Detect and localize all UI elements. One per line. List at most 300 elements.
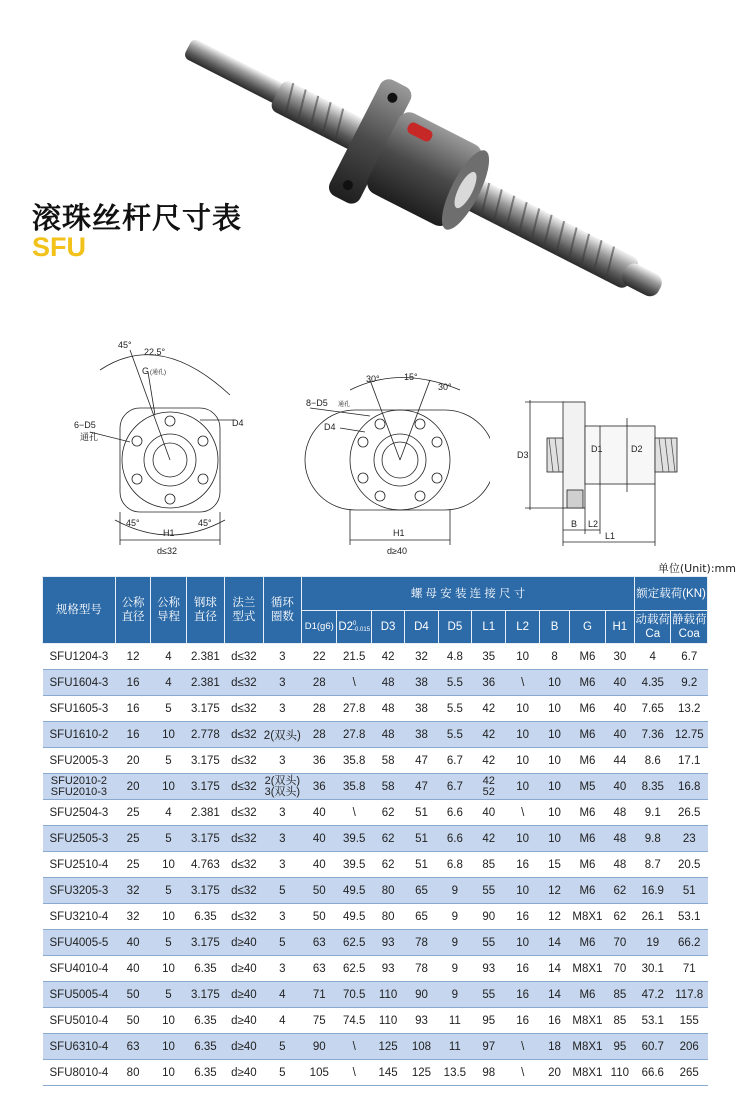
- table-cell: 125: [371, 1034, 404, 1060]
- table-cell: 5: [263, 1060, 301, 1086]
- table-cell: 42: [472, 748, 506, 774]
- table-row: [43, 696, 708, 722]
- table-cell: 10: [151, 956, 186, 982]
- table-cell: 145: [371, 1060, 404, 1086]
- table-cell: 3: [263, 644, 301, 670]
- table-cell: 13.2: [671, 696, 708, 722]
- table-cell: 65: [405, 878, 438, 904]
- table-cell: 47: [405, 748, 438, 774]
- table-row: [43, 1034, 708, 1060]
- table-cell: 5: [151, 696, 186, 722]
- d1-g-label: G: [142, 366, 150, 376]
- table-cell: 6.35: [186, 904, 224, 930]
- table-cell: 8.6: [635, 748, 671, 774]
- table-cell: M6: [570, 930, 605, 956]
- flange-diagram-small: [70, 320, 250, 560]
- table-cell: SFU3205-3: [43, 878, 116, 904]
- table-cell: 44: [605, 748, 634, 774]
- table-cell: 21.5: [337, 644, 371, 670]
- table-cell: 2.778: [186, 722, 224, 748]
- table-cell: 20: [539, 1060, 569, 1086]
- table-cell: SFU2005-3: [43, 748, 116, 774]
- table-cell: 16: [115, 670, 150, 696]
- d2-h1: H1: [393, 528, 405, 538]
- table-cell: SFU8010-4: [43, 1060, 116, 1086]
- table-cell: 10: [151, 1008, 186, 1034]
- table-cell: 10: [506, 644, 539, 670]
- header-l1: L1: [472, 611, 506, 644]
- header-model: 规格型号: [43, 577, 116, 644]
- table-cell: SFU2505-3: [43, 826, 116, 852]
- table-cell: 6.6: [438, 800, 471, 826]
- table-cell: 63: [302, 930, 337, 956]
- table-cell: 10: [539, 722, 569, 748]
- table-row: [43, 1060, 708, 1086]
- header-rated-load: 额定载荷(KN): [635, 577, 708, 611]
- table-cell: 42: [472, 826, 506, 852]
- table-cell: 16.9: [635, 878, 671, 904]
- table-cell: 15: [539, 852, 569, 878]
- d3-l2: L2: [588, 519, 599, 529]
- table-cell: M6: [570, 800, 605, 826]
- table-cell: 80: [115, 1060, 150, 1086]
- table-cell: d≥40: [225, 982, 263, 1008]
- table-row: [43, 930, 708, 956]
- table-cell: 5: [151, 878, 186, 904]
- d3-d2: D2: [631, 444, 643, 454]
- table-cell: 58: [371, 774, 404, 800]
- table-cell: 206: [671, 1034, 708, 1060]
- table-cell: 90: [302, 1034, 337, 1060]
- table-cell: 16.8: [671, 774, 708, 800]
- spec-table-body: [43, 644, 708, 1086]
- spec-table: [42, 576, 708, 1086]
- table-cell: d≤32: [225, 852, 263, 878]
- table-cell: 26.1: [635, 904, 671, 930]
- table-cell: 3: [263, 696, 301, 722]
- table-cell: M6: [570, 748, 605, 774]
- table-cell: SFU4010-4: [43, 956, 116, 982]
- table-cell: 3.175: [186, 748, 224, 774]
- table-cell: 10: [506, 826, 539, 852]
- table-cell: 10: [151, 852, 186, 878]
- table-cell: 40: [605, 670, 634, 696]
- table-cell: 10: [539, 696, 569, 722]
- table-cell: 5: [151, 930, 186, 956]
- table-cell: 93: [405, 1008, 438, 1034]
- table-cell: 58: [371, 748, 404, 774]
- table-cell: M5: [570, 774, 605, 800]
- table-cell: 6.35: [186, 956, 224, 982]
- table-cell: 6.35: [186, 1034, 224, 1060]
- table-cell: 5: [151, 982, 186, 1008]
- hero-subtitle: SFU: [32, 232, 86, 262]
- table-cell: 7.36: [635, 722, 671, 748]
- table-cell: SFU2510-4: [43, 852, 116, 878]
- table-cell: 9: [438, 956, 471, 982]
- header-g: G: [570, 611, 605, 644]
- table-cell: 8.35: [635, 774, 671, 800]
- header-d4: D4: [405, 611, 438, 644]
- d2-d-cond: d≥40: [387, 546, 407, 556]
- table-cell: 48: [371, 696, 404, 722]
- header-circuits: 循环 圈数: [263, 577, 301, 644]
- d2-d4: D4: [324, 422, 336, 432]
- table-cell: 50: [115, 982, 150, 1008]
- table-row: [43, 670, 708, 696]
- table-cell: 4: [151, 670, 186, 696]
- header-nominal-diameter: 公称 直径: [115, 577, 150, 644]
- table-cell: 3: [263, 852, 301, 878]
- table-cell: 10: [506, 930, 539, 956]
- table-cell: 85: [605, 1008, 634, 1034]
- table-cell: 25: [115, 800, 150, 826]
- table-cell: 70.5: [337, 982, 371, 1008]
- hero-title: 滚珠丝杆尺寸表: [32, 201, 243, 235]
- table-cell: 17.1: [671, 748, 708, 774]
- table-cell: \: [337, 1034, 371, 1060]
- table-cell: 10: [539, 800, 569, 826]
- table-cell: d≥40: [225, 1008, 263, 1034]
- table-cell: 5: [263, 1034, 301, 1060]
- table-cell: 62: [371, 852, 404, 878]
- table-cell: 25: [115, 826, 150, 852]
- table-row: [43, 800, 708, 826]
- table-cell: 9.2: [671, 670, 708, 696]
- table-cell: 6.35: [186, 1008, 224, 1034]
- table-cell: 40: [605, 774, 634, 800]
- table-cell: 2(双头): [263, 722, 301, 748]
- table-cell: 4.763: [186, 852, 224, 878]
- table-cell: 48: [371, 670, 404, 696]
- table-cell: 50: [302, 904, 337, 930]
- table-cell: 10: [506, 722, 539, 748]
- table-cell: 20: [115, 748, 150, 774]
- header-dynamic-load: 动载荷 Ca: [635, 611, 671, 644]
- header-nut-dims: 螺 母 安 装 连 接 尺 寸: [302, 577, 635, 611]
- table-cell: 16: [115, 722, 150, 748]
- d1-angle-45-left: 45°: [126, 518, 140, 528]
- d1-angle-22-5: 22.5°: [144, 347, 166, 357]
- d3-d1: D1: [591, 444, 603, 454]
- table-row: [43, 956, 708, 982]
- table-cell: 18: [539, 1034, 569, 1060]
- table-cell: 11: [438, 1034, 471, 1060]
- table-cell: 71: [671, 956, 708, 982]
- table-cell: 70: [605, 956, 634, 982]
- table-cell: 28: [302, 696, 337, 722]
- table-cell: \: [337, 1060, 371, 1086]
- table-cell: 42 52: [472, 774, 506, 800]
- table-cell: 12: [115, 644, 150, 670]
- table-cell: SFU3210-4: [43, 904, 116, 930]
- table-cell: 9.8: [635, 826, 671, 852]
- flange-diagram-large: [300, 320, 490, 560]
- table-cell: 2.381: [186, 644, 224, 670]
- table-cell: 10: [539, 748, 569, 774]
- table-cell: 3: [263, 670, 301, 696]
- header-l2: L2: [506, 611, 539, 644]
- d3-d3: D3: [517, 450, 529, 460]
- header-static-load: 静载荷 Coa: [671, 611, 708, 644]
- table-cell: 90: [405, 982, 438, 1008]
- table-cell: 66.6: [635, 1060, 671, 1086]
- table-cell: 2(双头) 3(双头): [264, 774, 301, 798]
- d1-angle-45-right: 45°: [198, 518, 212, 528]
- table-cell: 2.381: [186, 800, 224, 826]
- table-cell: 51: [405, 800, 438, 826]
- table-cell: 40: [302, 826, 337, 852]
- table-cell: 13.5: [438, 1060, 471, 1086]
- table-cell: M6: [570, 670, 605, 696]
- table-row: [43, 1008, 708, 1034]
- table-cell: 48: [605, 826, 634, 852]
- table-cell: 3.175: [186, 826, 224, 852]
- table-cell: 38: [405, 670, 438, 696]
- d1-d4: D4: [232, 418, 244, 428]
- table-cell: 55: [472, 878, 506, 904]
- table-cell: 19: [635, 930, 671, 956]
- d2-hole-note: 通孔: [338, 402, 351, 408]
- table-cell: 48: [371, 722, 404, 748]
- table-cell: SFU5010-4: [43, 1008, 116, 1034]
- table-cell: 5.5: [438, 670, 471, 696]
- table-cell: 48: [605, 800, 634, 826]
- table-cell: 10: [506, 878, 539, 904]
- table-cell: 74.5: [337, 1008, 371, 1034]
- table-cell: 30.1: [635, 956, 671, 982]
- d2-angle-15: 15°: [404, 372, 418, 382]
- table-cell: 110: [605, 1060, 634, 1086]
- table-cell: 20.5: [671, 852, 708, 878]
- table-cell: M6: [570, 982, 605, 1008]
- header-d2: D20 -0.015: [337, 611, 371, 644]
- table-cell: 10: [151, 774, 186, 800]
- table-cell: 155: [671, 1008, 708, 1034]
- table-cell: 3.175: [186, 982, 224, 1008]
- table-cell: 40: [115, 930, 150, 956]
- table-cell: 48: [605, 852, 634, 878]
- table-cell: M6: [570, 826, 605, 852]
- table-cell: d≤32: [225, 774, 263, 800]
- table-cell: 93: [472, 956, 506, 982]
- d3-b: B: [571, 519, 578, 529]
- table-cell: 40: [302, 852, 337, 878]
- table-cell: d≤32: [225, 800, 263, 826]
- table-cell: 6.6: [438, 826, 471, 852]
- d3-l1: L1: [605, 531, 616, 541]
- table-cell: 117.8: [671, 982, 708, 1008]
- table-cell: \: [337, 800, 371, 826]
- header-b: B: [539, 611, 569, 644]
- table-cell: 10: [539, 826, 569, 852]
- table-cell: 8.7: [635, 852, 671, 878]
- table-cell: \: [506, 800, 539, 826]
- table-row: [43, 644, 708, 670]
- table-cell: 108: [405, 1034, 438, 1060]
- table-cell: 53.1: [635, 1008, 671, 1034]
- table-cell: 90: [472, 904, 506, 930]
- d1-g-note: (通孔): [150, 370, 166, 376]
- table-cell: d≥40: [225, 1034, 263, 1060]
- table-cell: 10: [151, 904, 186, 930]
- header-h1: H1: [605, 611, 634, 644]
- table-cell: 50: [302, 878, 337, 904]
- table-cell: 7.65: [635, 696, 671, 722]
- d1-angle-45-top: 45°: [118, 340, 132, 350]
- table-cell: SFU5005-4: [43, 982, 116, 1008]
- table-cell: 6.7: [438, 774, 471, 800]
- table-cell: 4: [263, 982, 301, 1008]
- table-cell: 16: [506, 904, 539, 930]
- table-cell: 9: [438, 930, 471, 956]
- header-d5: D5: [438, 611, 471, 644]
- table-cell: 9: [438, 878, 471, 904]
- d1-d-cond: d≤32: [157, 546, 177, 556]
- table-cell: 10: [151, 1034, 186, 1060]
- table-cell: 6.35: [186, 1060, 224, 1086]
- table-row: [43, 774, 708, 800]
- table-cell: 6.7: [671, 644, 708, 670]
- table-cell: 4.35: [635, 670, 671, 696]
- table-cell: 78: [405, 930, 438, 956]
- table-cell: d≥40: [225, 1060, 263, 1086]
- ball-screw-photo: [0, 0, 750, 320]
- diagrams-area: [0, 320, 750, 560]
- table-cell: 40: [302, 800, 337, 826]
- table-cell: 93: [371, 956, 404, 982]
- header-d1: D1(g6): [302, 611, 337, 644]
- table-cell: 53.1: [671, 904, 708, 930]
- table-cell: 40: [605, 696, 634, 722]
- table-cell: d≤32: [225, 696, 263, 722]
- table-cell: 63: [115, 1034, 150, 1060]
- table-cell: SFU1204-3: [43, 644, 116, 670]
- table-cell: SFU2010-2 SFU2010-3: [43, 774, 116, 800]
- table-row: [43, 878, 708, 904]
- table-cell: 60.7: [635, 1034, 671, 1060]
- table-row: [43, 722, 708, 748]
- table-cell: 51: [405, 826, 438, 852]
- d2-angle-30-right: 30°: [438, 382, 452, 392]
- table-cell: \: [506, 1034, 539, 1060]
- table-cell: 27.8: [337, 722, 371, 748]
- table-cell: 3.175: [186, 878, 224, 904]
- d1-hole-note: 通孔: [80, 432, 99, 442]
- table-cell: M6: [570, 696, 605, 722]
- table-cell: 32: [115, 878, 150, 904]
- header-d3: D3: [371, 611, 404, 644]
- d1-hole-label: 6−D5: [74, 420, 96, 430]
- table-cell: 49.5: [337, 904, 371, 930]
- table-cell: 23: [671, 826, 708, 852]
- table-cell: 42: [472, 696, 506, 722]
- d2-hole-label: 8−D5: [306, 398, 328, 408]
- table-cell: 36: [302, 774, 337, 800]
- table-cell: 35.8: [337, 748, 371, 774]
- table-cell: 3: [263, 800, 301, 826]
- table-cell: 38: [405, 696, 438, 722]
- table-cell: 51: [671, 878, 708, 904]
- table-cell: SFU1604-3: [43, 670, 116, 696]
- table-cell: 5: [263, 878, 301, 904]
- table-cell: M8X1: [570, 956, 605, 982]
- table-cell: SFU4005-5: [43, 930, 116, 956]
- table-cell: 14: [539, 956, 569, 982]
- table-cell: 5.5: [438, 722, 471, 748]
- table-cell: SFU1605-3: [43, 696, 116, 722]
- table-cell: 47: [405, 774, 438, 800]
- table-cell: 4.8: [438, 644, 471, 670]
- table-cell: 3: [263, 956, 301, 982]
- table-cell: 3: [263, 904, 301, 930]
- table-cell: 20: [115, 774, 150, 800]
- table-cell: 40: [115, 956, 150, 982]
- header-flange-type: 法兰 型式: [225, 577, 263, 644]
- table-cell: 97: [472, 1034, 506, 1060]
- table-cell: 14: [539, 930, 569, 956]
- table-cell: 55: [472, 982, 506, 1008]
- nut-side-diagram: [505, 390, 705, 550]
- table-cell: \: [506, 1060, 539, 1086]
- table-cell: 10: [539, 670, 569, 696]
- table-cell: 125: [405, 1060, 438, 1086]
- table-cell: 9: [438, 904, 471, 930]
- table-cell: 25: [115, 852, 150, 878]
- table-cell: 4: [635, 644, 671, 670]
- table-cell: 63: [302, 956, 337, 982]
- table-cell: d≤32: [225, 670, 263, 696]
- table-cell: M6: [570, 644, 605, 670]
- table-cell: 9.1: [635, 800, 671, 826]
- table-cell: 16: [506, 982, 539, 1008]
- table-cell: 3.175: [186, 696, 224, 722]
- table-cell: d≤32: [225, 644, 263, 670]
- table-cell: 2.381: [186, 670, 224, 696]
- table-cell: 78: [405, 956, 438, 982]
- table-cell: 51: [405, 852, 438, 878]
- header-ball-diameter: 钢球 直径: [186, 577, 224, 644]
- table-cell: 3.175: [186, 774, 224, 800]
- table-cell: 62: [371, 800, 404, 826]
- table-cell: \: [506, 670, 539, 696]
- table-row: [43, 982, 708, 1008]
- table-cell: 49.5: [337, 878, 371, 904]
- table-cell: 8: [539, 644, 569, 670]
- table-cell: d≤32: [225, 722, 263, 748]
- table-cell: 62: [605, 904, 634, 930]
- table-cell: 50: [115, 1008, 150, 1034]
- table-cell: 65: [405, 904, 438, 930]
- table-cell: 16: [506, 852, 539, 878]
- table-cell: 36: [302, 748, 337, 774]
- table-row: [43, 852, 708, 878]
- table-cell: 3: [263, 748, 301, 774]
- table-cell: 9: [438, 982, 471, 1008]
- table-cell: M6: [570, 852, 605, 878]
- table-cell: 95: [605, 1034, 634, 1060]
- table-cell: 16: [506, 1008, 539, 1034]
- table-cell: d≥40: [225, 956, 263, 982]
- table-cell: 75: [302, 1008, 337, 1034]
- table-cell: 93: [371, 930, 404, 956]
- table-cell: 55: [472, 930, 506, 956]
- table-cell: 85: [472, 852, 506, 878]
- table-cell: 62.5: [337, 930, 371, 956]
- table-cell: 70: [605, 930, 634, 956]
- table-cell: M8X1: [570, 1034, 605, 1060]
- table-cell: 16: [506, 956, 539, 982]
